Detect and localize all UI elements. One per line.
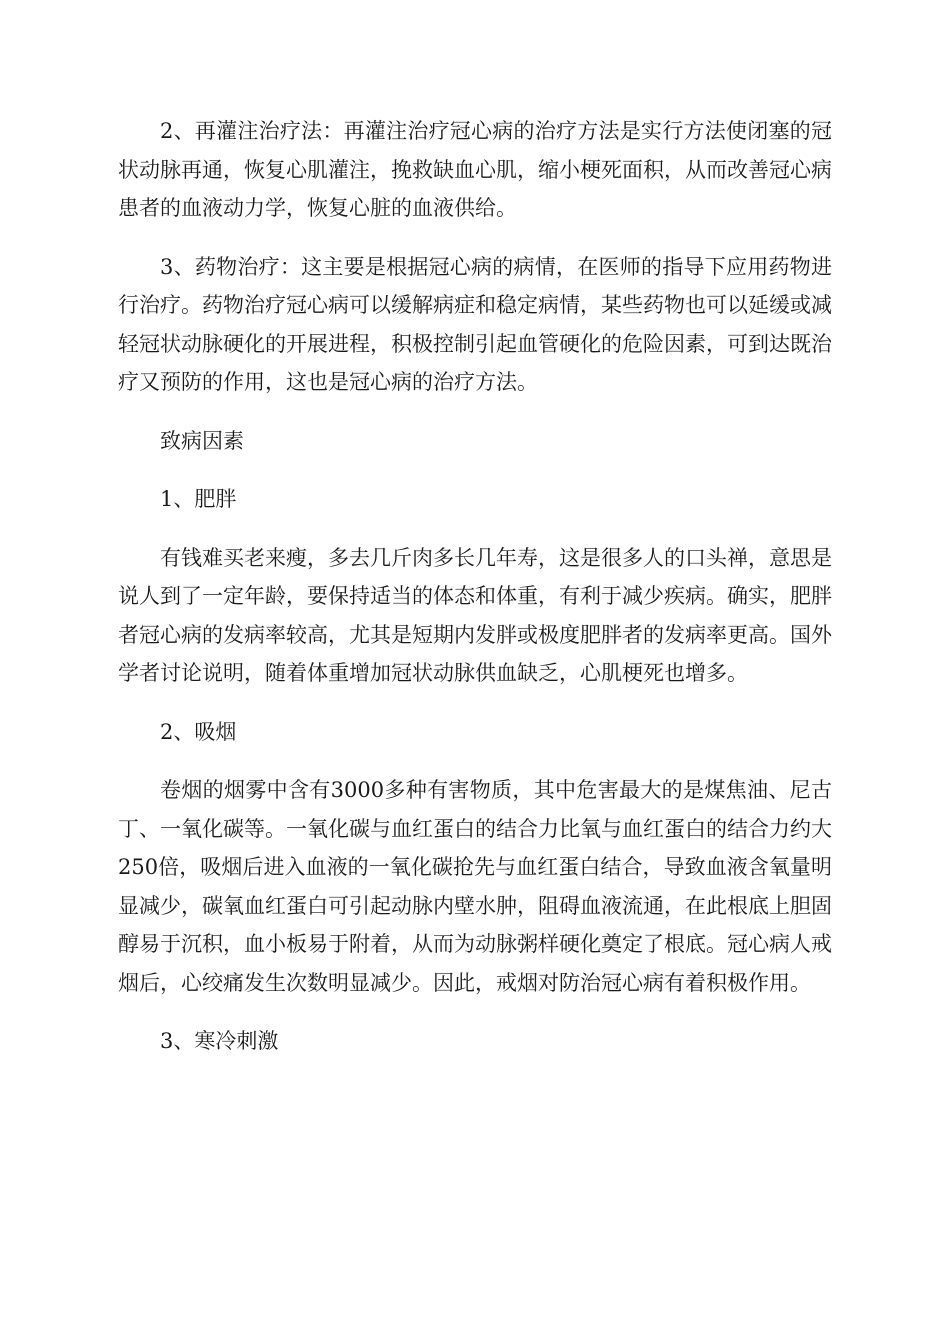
subheading-cold-stimulus: 3、寒冷刺激	[160, 1029, 279, 1053]
paragraph-drug-therapy: 3、药物治疗：这主要是根据冠心病的病情，在医师的指导下应用药物进行治疗。药物治疗冠心病可以缓解病症和稳定病情，某些药物也可以延缓或减轻冠状动脉硬化的开展进程，积极控制引起血管硬化的危险因素，可到达既治疗又预防的作用，这也是冠心病的治疗方法。	[118, 254, 832, 394]
paragraph-smoking: 卷烟的烟雾中含有3000多种有害物质，其中危害最大的是煤焦油、尼古丁、一氧化碳等。一氧化碳与血红蛋白的结合力比氧与血红蛋白的结合力约大250倍，吸烟后进入血液的一氧化碳抢先与血红蛋白结合，导致血液含氧量明显减少，碳氧血红蛋白可引起动脉内壁水肿，阻碍血液流通，在此根底上胆固醇易于沉积，血小板易于附着，从而为动脉粥样硬化奠定了根底。冠心病人戒烟后，心绞痛发生次数明显减少。因此，戒烟对防治冠心病有着积极作用。	[118, 778, 832, 995]
document-body	[118, 112, 832, 1081]
subheading-smoking: 2、吸烟	[160, 719, 237, 744]
subheading-obesity: 1、肥胖	[160, 487, 237, 511]
section-heading-causes: 致病因素	[160, 428, 244, 453]
paragraph-reperfusion-therapy: 2、再灌注治疗法：再灌注治疗冠心病的治疗方法是实行方法使闭塞的冠状动脉再通，恢复心肌灌注，挽救缺血心肌，缩小梗死面积，从而改善冠心病患者的血液动力学，恢复心脏的血液供给。	[118, 119, 832, 220]
paragraph-obesity: 有钱难买老来瘦，多去几斤肉多长几年寿，这是很多人的口头禅，意思是说人到了一定年龄，要保持适当的体态和体重，有利于减少疾病。确实，肥胖者冠心病的发病率较高，尤其是短期内发胖或极度肥胖者的发病率更高。国外学者讨论说明，随着体重增加冠状动脉供血缺乏，心肌梗死也增多。	[118, 545, 832, 685]
